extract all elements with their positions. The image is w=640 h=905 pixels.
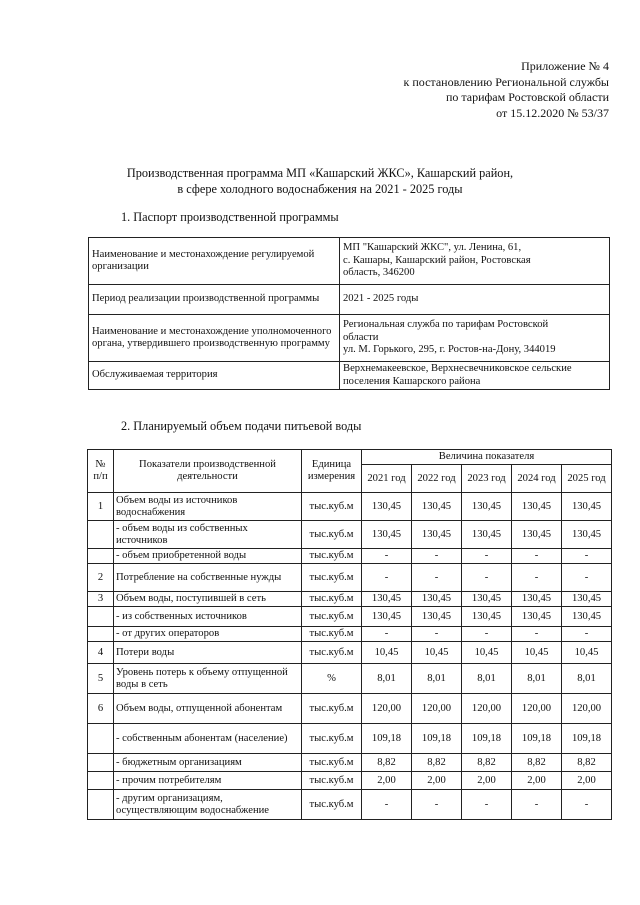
row-value-2025: 109,18: [562, 724, 612, 754]
row-value-2025: 130,45: [562, 521, 612, 549]
row-value-2025: 120,00: [562, 694, 612, 724]
header-unit: Единица измерения: [302, 450, 362, 493]
row-unit: тыс.куб.м: [302, 592, 362, 607]
section-2-heading: 2. Планируемый объем подачи питьевой воды: [121, 419, 362, 433]
row-indicator: - объем приобретенной воды: [114, 549, 302, 564]
row-value-2022: -: [412, 627, 462, 642]
row-unit: тыс.куб.м: [302, 724, 362, 754]
passport-value-line: МП "Кашарский ЖКС", ул. Ленина, 61,: [343, 242, 522, 254]
row-indicator: - из собственных источников: [114, 607, 302, 627]
row-num: 2: [88, 564, 114, 592]
row-value-2025: 8,01: [562, 664, 612, 694]
row-value-2023: 8,82: [462, 754, 512, 772]
header-num: № п/п: [88, 450, 114, 493]
header-indicator: Показатели производственной деятельности: [114, 450, 302, 493]
row-value-2021: -: [362, 564, 412, 592]
row-indicator: Потребление на собственные нужды: [114, 564, 302, 592]
row-value-2024: 109,18: [512, 724, 562, 754]
row-value-2021: 130,45: [362, 493, 412, 521]
row-num: 4: [88, 642, 114, 664]
row-value-2021: 120,00: [362, 694, 412, 724]
row-value-2022: 2,00: [412, 772, 462, 790]
row-value-2023: -: [462, 549, 512, 564]
row-value-2024: 8,01: [512, 664, 562, 694]
row-value-2022: 10,45: [412, 642, 462, 664]
row-value-2022: 130,45: [412, 493, 462, 521]
row-value-2023: -: [462, 627, 512, 642]
row-unit: тыс.куб.м: [302, 642, 362, 664]
row-value-2021: 109,18: [362, 724, 412, 754]
row-unit: тыс.куб.м: [302, 493, 362, 521]
row-num: [88, 790, 114, 820]
row-value-2021: 8,01: [362, 664, 412, 694]
passport-value: [340, 315, 610, 362]
row-unit: %: [302, 664, 362, 694]
passport-label: Обслуживаемая территория: [89, 362, 340, 390]
row-value-2022: -: [412, 564, 462, 592]
row-value-2024: 130,45: [512, 493, 562, 521]
row-indicator: Объем воды, отпущенной абонентам: [114, 694, 302, 724]
row-value-2021: -: [362, 790, 412, 820]
row-value-2022: 8,82: [412, 754, 462, 772]
row-value-2023: -: [462, 790, 512, 820]
row-value-2024: 130,45: [512, 521, 562, 549]
passport-row: [89, 238, 610, 285]
row-value-2023: 109,18: [462, 724, 512, 754]
row-num: 6: [88, 694, 114, 724]
passport-value-line: поселения Кашарского района: [343, 375, 481, 387]
title-line-2: в сфере холодного водоснабжения на 2021 - 2025 годы: [177, 182, 463, 196]
header-year: 2025 год: [562, 465, 612, 493]
row-value-2025: 10,45: [562, 642, 612, 664]
passport-value: [340, 285, 610, 315]
row-value-2024: 8,82: [512, 754, 562, 772]
row-value-2022: 109,18: [412, 724, 462, 754]
row-value-2024: -: [512, 627, 562, 642]
row-unit: тыс.куб.м: [302, 754, 362, 772]
row-value-2024: -: [512, 549, 562, 564]
row-unit: тыс.куб.м: [302, 772, 362, 790]
header-value: Величина показателя: [362, 450, 612, 465]
row-value-2021: 8,82: [362, 754, 412, 772]
row-value-2025: 8,82: [562, 754, 612, 772]
row-num: [88, 724, 114, 754]
row-num: [88, 627, 114, 642]
row-indicator: Объем воды из источников водоснабжения: [114, 493, 302, 521]
row-value-2025: -: [562, 790, 612, 820]
table-row: [88, 607, 612, 627]
passport-value-line: Региональная служба по тарифам Ростовской: [343, 319, 549, 331]
row-value-2023: 10,45: [462, 642, 512, 664]
row-indicator: - от других операторов: [114, 627, 302, 642]
row-unit: тыс.куб.м: [302, 607, 362, 627]
row-value-2024: 2,00: [512, 772, 562, 790]
row-value-2021: 10,45: [362, 642, 412, 664]
row-indicator: - объем воды из собственных источников: [114, 521, 302, 549]
row-indicator: Потери воды: [114, 642, 302, 664]
row-unit: тыс.куб.м: [302, 694, 362, 724]
row-num: [88, 607, 114, 627]
passport-label: Период реализации производственной программы: [89, 285, 340, 315]
row-indicator: - прочим потребителям: [114, 772, 302, 790]
row-value-2025: 130,45: [562, 592, 612, 607]
row-value-2024: 10,45: [512, 642, 562, 664]
row-value-2021: 130,45: [362, 607, 412, 627]
row-value-2023: 8,01: [462, 664, 512, 694]
row-indicator: - бюджетным организациям: [114, 754, 302, 772]
document-title: [0, 165, 640, 197]
table-row: [88, 694, 612, 724]
passport-row: [89, 285, 610, 315]
passport-row: [89, 362, 610, 390]
section-1-heading: 1. Паспорт производственной программы: [121, 210, 339, 224]
row-num: 1: [88, 493, 114, 521]
header-year: 2021 год: [362, 465, 412, 493]
row-value-2022: 120,00: [412, 694, 462, 724]
row-value-2025: 130,45: [562, 493, 612, 521]
row-indicator: - другим организациям, осуществляющим водоснабжение: [114, 790, 302, 820]
volume-table: [87, 449, 612, 820]
table-row: [88, 592, 612, 607]
row-unit: тыс.куб.м: [302, 521, 362, 549]
passport-value-line: 2021 - 2025 годы: [343, 293, 419, 305]
row-value-2021: 2,00: [362, 772, 412, 790]
row-indicator: - собственным абонентам (население): [114, 724, 302, 754]
row-value-2022: 130,45: [412, 607, 462, 627]
table-row: [88, 754, 612, 772]
row-num: 3: [88, 592, 114, 607]
table-row: [88, 664, 612, 694]
row-value-2022: 130,45: [412, 592, 462, 607]
passport-value-line: с. Кашары, Кашарский район, Ростовская: [343, 254, 531, 266]
table-row: [88, 642, 612, 664]
row-indicator: Уровень потерь к объему отпущенной воды в сеть: [114, 664, 302, 694]
table-row: [88, 627, 612, 642]
row-value-2024: -: [512, 790, 562, 820]
row-value-2021: -: [362, 549, 412, 564]
row-value-2025: 130,45: [562, 607, 612, 627]
row-unit: тыс.куб.м: [302, 549, 362, 564]
row-value-2023: 130,45: [462, 493, 512, 521]
table-row: [88, 790, 612, 820]
passport-label: Наименование и местонахождение уполномоченного органа, утвердившего производственную программу: [89, 315, 340, 362]
row-value-2023: 130,45: [462, 592, 512, 607]
row-value-2024: 130,45: [512, 592, 562, 607]
passport-value: [340, 238, 610, 285]
row-value-2023: 2,00: [462, 772, 512, 790]
table-row: [88, 493, 612, 521]
passport-value-line: области: [343, 331, 379, 343]
annex-line-3: по тарифам Ростовской области: [445, 90, 609, 104]
row-num: 5: [88, 664, 114, 694]
passport-value-line: ул. М. Горького, 295, г. Ростов-на-Дону, 344019: [343, 344, 556, 356]
row-value-2023: 130,45: [462, 607, 512, 627]
row-value-2025: -: [562, 549, 612, 564]
row-num: [88, 549, 114, 564]
passport-table: [88, 237, 610, 390]
annex-line-2: к постановлению Региональной службы: [403, 74, 609, 89]
row-unit: тыс.куб.м: [302, 790, 362, 820]
row-value-2022: 8,01: [412, 664, 462, 694]
row-num: [88, 754, 114, 772]
passport-value-line: Верхнемакеевское, Верхнесвечниковское сельские: [343, 363, 572, 374]
row-value-2025: 2,00: [562, 772, 612, 790]
table-row: [88, 772, 612, 790]
row-value-2022: -: [412, 790, 462, 820]
annex-note: [404, 59, 609, 121]
table-row: [88, 564, 612, 592]
row-value-2023: -: [462, 564, 512, 592]
row-value-2022: -: [412, 549, 462, 564]
row-indicator: Объем воды, поступившей в сеть: [114, 592, 302, 607]
row-value-2024: -: [512, 564, 562, 592]
row-value-2025: -: [562, 627, 612, 642]
header-year: 2024 год: [512, 465, 562, 493]
passport-value: [340, 362, 610, 390]
header-year: 2022 год: [412, 465, 462, 493]
row-value-2024: 130,45: [512, 607, 562, 627]
title-line-1: Производственная программа МП «Кашарский ЖКС», Кашарский район,: [126, 166, 514, 180]
row-value-2023: 130,45: [462, 521, 512, 549]
header-year: 2023 год: [462, 465, 512, 493]
passport-row: [89, 315, 610, 362]
passport-value-line: область, 346200: [343, 267, 415, 279]
row-value-2023: 120,00: [462, 694, 512, 724]
table-row: [88, 724, 612, 754]
row-value-2025: -: [562, 564, 612, 592]
row-value-2024: 120,00: [512, 694, 562, 724]
row-unit: тыс.куб.м: [302, 564, 362, 592]
table-row: [88, 549, 612, 564]
table-header-row: [88, 450, 612, 465]
passport-label: Наименование и местонахождение регулируемой организации: [89, 238, 340, 285]
row-value-2022: 130,45: [412, 521, 462, 549]
annex-line-4: от 15.12.2020 № 53/37: [496, 105, 609, 120]
annex-line-1: Приложение № 4: [521, 59, 609, 73]
row-value-2021: -: [362, 627, 412, 642]
row-num: [88, 521, 114, 549]
row-num: [88, 772, 114, 790]
row-value-2021: 130,45: [362, 592, 412, 607]
row-value-2021: 130,45: [362, 521, 412, 549]
row-unit: тыс.куб.м: [302, 627, 362, 642]
table-row: [88, 521, 612, 549]
